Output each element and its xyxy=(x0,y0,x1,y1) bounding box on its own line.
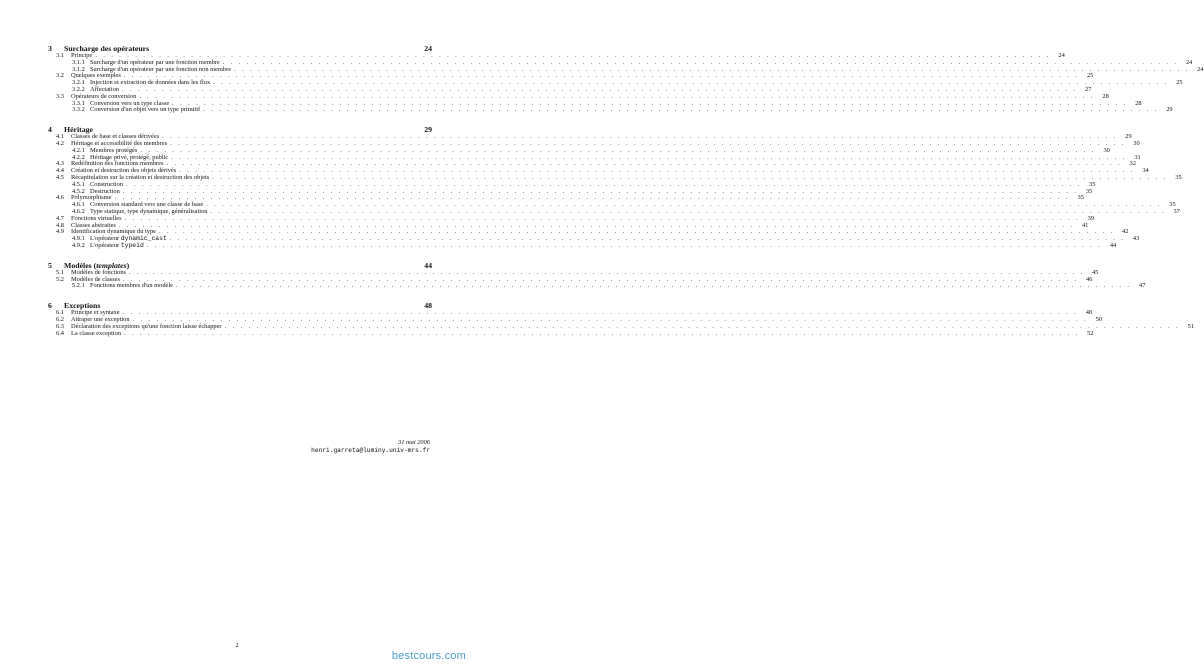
entry-title-text: Fonctions membres d'un modèle xyxy=(90,282,173,290)
entry-number: 4.6 xyxy=(56,194,64,202)
entry-page-number: 41 xyxy=(1081,221,1089,229)
entry-title-text: La classe exception xyxy=(71,329,122,337)
dot-leader: . . . . . . . . . . . . . . . . . . . . . . . . . . . . . . . . . . . . . . . . . . . . . . . . . . . . . . . . . . . . . . . . . . . . . . . . . . . . . . . . . . . . . . . . . . . . . . . . . . . . . . . . . . . . . . . . . . . . . . . . xyxy=(222,58,1179,66)
section-page-number: 29 xyxy=(424,125,432,135)
section-title-end: ) xyxy=(126,260,130,270)
entry-title-text: Modèles de fonctions xyxy=(71,268,127,276)
entry-page-number: 31 xyxy=(1134,153,1141,161)
dot-leader: . . . . . . . . . . . . . . . . . . . . . . . . . . . . . . . . . . . . . . . . . . . . . . . . . . . . . . . . . . . . . . . . . . . . . . . . . . . . . . . . . . . . . . . . . . . . . . . . . . . . . . . . . . . . . . . . . . . . . . . . xyxy=(122,187,1079,195)
entry-number: 4.5.2 xyxy=(72,187,85,195)
entry-page-number: 37 xyxy=(1173,207,1180,215)
dot-leader: . . . . . . . . . . . . . . . . . . . . . . . . . . . . . . . . . . . . . . . . . . . . . . . . . . . . . . . . . . . . . . . . . . . . . . . . . . . . . . . . . . . . . . . . . . . . . . . . . . . . . . . . . . . . . . . . . . . . . . . . xyxy=(118,221,1075,229)
entry-number: 4.1 xyxy=(56,133,64,141)
entry-page-number: 32 xyxy=(1129,160,1136,168)
entry-page-number: 28 xyxy=(1102,92,1109,100)
entry-number: 5.2.1 xyxy=(72,282,85,290)
section-title-emphasis: templates xyxy=(96,260,127,270)
dot-leader: . . . . . . . . . . . . . . . . . . . . . . . . . . . . . . . . . . . . . . . . . . . . . . . . . . . . . . . . . . . . . . . . . . . . . . . . . . . . . . . . . . . . . . . . . . . . . . . . . . . . . . . . . . . . . . . . . . . . . . . . xyxy=(169,235,1126,243)
entry-title-text: Héritage et accessibilité des membres xyxy=(71,139,168,147)
entry-number: 6.1 xyxy=(56,309,64,317)
dot-leader: . . . . . . . . . . . . . . . . . . . . . . . . . . . . . . . . . . . . . . . . . . . . . . . . . . . . . . . . . . . . . . . . . . . . . . . . . . . . . . . . . . . . . . . . . . . . . . . . . . . . . . . . . . . . . . . . . . . . . . . . xyxy=(159,228,1115,236)
author-email: henri.garreta@luminy.univ-mrs.fr xyxy=(311,447,430,454)
entry-number: 4.2 xyxy=(56,139,64,147)
section-title-text: Surcharge des opérateurs xyxy=(64,44,150,53)
entry-number: 4.6.2 xyxy=(72,207,85,215)
entry-page-number: 35 xyxy=(1175,173,1182,181)
entry-title-text: L'opérateur xyxy=(90,241,121,249)
toc-subsection[interactable] xyxy=(48,329,1094,338)
entry-title-text: Destruction xyxy=(90,187,120,195)
entry-number: 4.8 xyxy=(56,221,64,229)
entry-page-number: 29 xyxy=(1166,106,1173,114)
entry-page-number: 52 xyxy=(1087,329,1094,337)
entry-page-number: 46 xyxy=(1086,275,1093,283)
entry-number: 3.3 xyxy=(56,92,64,100)
entry-page-number: 39 xyxy=(1087,214,1095,222)
entry-title-text: Fonctions virtuelles xyxy=(71,214,122,222)
entry-page-number: 28 xyxy=(1135,99,1142,107)
entry-number: 3.3.1 xyxy=(72,99,85,107)
dot-leader: . . . . . . . . . . . . . . . . . . . . . . . . . . . . . . . . . . . . . . . . . . . . . . . . . . . . . . . . . . . . . . . . . . . . . . . . . . . . . . . . . . . . . . . . . . . . . . . . . . . . . . . . . . . . . . . . . . . . . . . . xyxy=(166,160,1122,168)
section-page-number: 24 xyxy=(424,44,432,53)
entry-title-text: Construction xyxy=(90,180,124,188)
table-of-contents xyxy=(48,44,1204,337)
entry-title-text: Type statique, type dynamique, généralisation xyxy=(90,207,208,215)
entry-title-text: Opérateurs de conversion xyxy=(71,92,137,100)
page-number: 2 xyxy=(235,642,239,649)
entry-title-text: Surcharge d'un opérateur par une fonction membre xyxy=(90,58,220,66)
entry-number: 3.3.2 xyxy=(72,106,85,114)
dot-leader: . . . . . . . . . . . . . . . . . . . . . . . . . . . . . . . . . . . . . . . . . . . . . . . . . . . . . . . . . . . . . . . . . . . . . . . . . . . . . . . . . . . . . . . . . . . . . . . . . . . . . . . . . . . . . . . . . . . . . . . . xyxy=(210,207,1166,215)
dot-leader: . . . . . . . . . . . . . . . . . . . . . . . . . . . . . . . . . . . . . . . . . . . . . . . . . . . . . . . . . . . . . . . . . . . . . . . . . . . . . . . . . . . . . . . . . . . . . . . . . . . . . . . . . . . . . . . . . . . . . . . . xyxy=(224,322,1181,330)
entry-code: dynamic_cast xyxy=(120,235,167,243)
entry-title-text: Identification dynamique du type xyxy=(71,228,157,236)
signature-block xyxy=(311,439,430,455)
entry-title-text: Conversion standard vers une classe de base xyxy=(90,201,204,209)
entry-number: 4.9 xyxy=(56,228,64,236)
entry-page-number: 42 xyxy=(1122,228,1129,236)
entry-title-text: Héritage privé, protégé, public xyxy=(90,153,169,161)
entry-number: 4.5.1 xyxy=(72,180,85,188)
section-number: 4 xyxy=(48,125,52,135)
entry-page-number: 47 xyxy=(1139,282,1146,290)
entry-number: 5.1 xyxy=(56,268,64,276)
entry-title-text: Quelques exemples xyxy=(71,72,121,80)
entry-title-text: Conversion vers un type classe xyxy=(90,99,170,107)
section-gap xyxy=(48,250,432,261)
entry-title-text: Récapitulation sur la création et destruction des objets xyxy=(71,173,210,181)
entry-number: 3.2.1 xyxy=(72,79,85,87)
toc-subsubsection[interactable] xyxy=(48,106,1173,114)
dot-leader: . . . . . . . . . . . . . . . . . . . . . . . . . . . . . . . . . . . . . . . . . . . . . . . . . . . . . . . . . . . . . . . . . . . . . . . . . . . . . . . . . . . . . . . . . . . . . . . . . . . . . . . . . . . . . . . . . . . . . . . . xyxy=(124,214,1081,222)
dot-leader: . . . . . . . . . . . . . . . . . . . . . . . . . . . . . . . . . . . . . . . . . . . . . . . . . . . . . . . . . . . . . . . . . . . . . . . . . . . . . . . . . . . . . . . . . . . . . . . . . . . . . . . . . . . . . . . . . . . . . . . . xyxy=(124,329,1080,337)
entry-page-number: 35 xyxy=(1085,187,1093,195)
entry-number: 3.2.2 xyxy=(72,85,85,93)
section-title-text: Modèles ( xyxy=(64,260,97,270)
section-number: 3 xyxy=(48,44,52,53)
entry-number: 6.4 xyxy=(56,329,64,337)
entry-number: 4.9.1 xyxy=(72,235,85,243)
dot-leader: . . . . . . . . . . . . . . . . . . . . . . . . . . . . . . . . . . . . . . . . . . . . . . . . . . . . . . . . . . . . . . . . . . . . . . . . . . . . . . . . . . . . . . . . . . . . . . . . . . . . . . . . . . . . . . . . . . . . . . . . xyxy=(234,65,1190,73)
dot-leader: . . . . . . . . . . . . . . . . . . . . . . . . . . . . . . . . . . . . . . . . . . . . . . . . . . . . . . . . . . . . . . . . . . . . . . . . . . . . . . . . . . . . . . . . . . . . . . . . . . . . . . . . . . . . . . . . . . . . . . . . xyxy=(213,79,1169,87)
entry-page-number: 25 xyxy=(1176,79,1183,87)
section-gap xyxy=(48,290,432,301)
entry-title-text: Déclaration des exceptions qu'une fonction laisse échapper xyxy=(71,322,222,330)
dot-leader: . . . . . . . . . . . . . . . . . . . . . . . . . . . . . . . . . . . . . . . . . . . . . . . . . . . . . . . . . . . . . . . . . . . . . . . . . . . . . . . . . . . . . . . . . . . . . . . . . . . . . . . . . . . . . . . . . . . . . . . . xyxy=(121,85,1078,93)
entry-page-number: 35 xyxy=(1077,194,1084,202)
entry-title-text: Redéfinition des fonctions membres xyxy=(71,160,164,168)
entry-code: typeid xyxy=(120,241,144,249)
entry-title-text: Polymorphisme xyxy=(71,194,112,202)
entry-page-number: 45 xyxy=(1092,268,1099,276)
dot-leader: . . . . . . . . . . . . . . . . . . . . . . . . . . . . . . . . . . . . . . . . . . . . . . . . . . . . . . . . . . . . . . . . . . . . . . . . . . . . . . . . . . . . . . . . . . . . . . . . . . . . . . . . . . . . . . . . . . . . . . . . xyxy=(139,92,1095,100)
entry-page-number: 24 xyxy=(1185,58,1193,66)
entry-page-number: 24 xyxy=(1197,65,1204,73)
dot-leader: . . . . . . . . . . . . . . . . . . . . . . . . . . . . . . . . . . . . . . . . . . . . . . . . . . . . . . . . . . . . . . . . . . . . . . . . . . . . . . . . . . . . . . . . . . . . . . . . . . . . . . . . . . . . . . . . . . . . . . . . xyxy=(172,99,1128,107)
section-title-text: Héritage xyxy=(64,125,94,135)
entry-page-number: 34 xyxy=(1142,167,1149,175)
dot-leader: . . . . . . . . . . . . . . . . . . . . . . . . . . . . . . . . . . . . . . . . . . . . . . . . . . . . . . . . . . . . . . . . . . . . . . . . . . . . . . . . . . . . . . . . . . . . . . . . . . . . . . . . . . . . . . . . . . . . . . . . xyxy=(140,146,1096,154)
dot-leader: . . . . . . . . . . . . . . . . . . . . . . . . . . . . . . . . . . . . . . . . . . . . . . . . . . . . . . . . . . . . . . . . . . . . . . . . . . . . . . . . . . . . . . . . . . . . . . . . . . . . . . . . . . . . . . . . . . . . . . . . xyxy=(170,139,1126,147)
entry-number: 4.7 xyxy=(56,214,64,222)
entry-page-number: 51 xyxy=(1187,322,1195,330)
dot-leader: . . . . . . . . . . . . . . . . . . . . . . . . . . . . . . . . . . . . . . . . . . . . . . . . . . . . . . . . . . . . . . . . . . . . . . . . . . . . . . . . . . . . . . . . . . . . . . . . . . . . . . . . . . . . . . . . . . . . . . . . xyxy=(206,201,1162,209)
entry-page-number: 50 xyxy=(1095,315,1103,323)
entry-page-number: 24 xyxy=(1058,52,1065,59)
entry-number: 3.1.1 xyxy=(72,58,85,66)
entry-number: 5.2 xyxy=(56,275,64,283)
entry-title-text: Création et destruction des objets dérivés xyxy=(71,167,177,175)
dot-leader: . . . . . . . . . . . . . . . . . . . . . . . . . . . . . . . . . . . . . . . . . . . . . . . . . . . . . . . . . . . . . . . . . . . . . . . . . . . . . . . . . . . . . . . . . . . . . . . . . . . . . . . . . . . . . . . . . . . . . . . . xyxy=(122,275,1079,283)
signature-date: 31 mai 2006 xyxy=(398,439,430,446)
entry-page-number: 30 xyxy=(1103,146,1110,154)
entry-title-text: Surcharge d'un opérateur par une fonction non membre xyxy=(90,65,232,73)
entry-number: 4.3 xyxy=(56,160,64,168)
entry-page-number: 48 xyxy=(1085,309,1093,317)
section-number: 5 xyxy=(48,260,52,270)
entry-title xyxy=(71,331,121,338)
entry-page-number: 29 xyxy=(1125,133,1132,141)
section-title-text: Exceptions xyxy=(64,301,101,311)
dot-leader: . . . . . . . . . . . . . . . . . . . . . . . . . . . . . . . . . . . . . . . . . . . . . . . . . . . . . . . . . . . . . . . . . . . . . . . . . . . . . . . . . . . . . . . . . . . . . . . . . . . . . . . . . . . . . . . . . . . . . . . . xyxy=(203,106,1159,114)
dot-leader: . . . . . . . . . . . . . . . . . . . . . . . . . . . . . . . . . . . . . . . . . . . . . . . . . . . . . . . . . . . . . . . . . . . . . . . . . . . . . . . . . . . . . . . . . . . . . . . . . . . . . . . . . . . . . . . . . . . . . . . . xyxy=(129,268,1085,276)
entry-title xyxy=(90,107,200,114)
dot-leader: . . . . . . . . . . . . . . . . . . . . . . . . . . . . . . . . . . . . . . . . . . . . . . . . . . . . . . . . . . . . . . . . . . . . . . . . . . . . . . . . . . . . . . . . . . . . . . . . . . . . . . . . . . . . . . . . . . . . . . . . xyxy=(126,180,1082,188)
entry-page-number: 35 xyxy=(1089,180,1096,188)
entry-number: 3.1.2 xyxy=(72,65,85,73)
entry-title-text: Principe xyxy=(71,52,93,59)
entry-title-text: Conversion d'un objet vers un type primitif xyxy=(90,106,201,114)
dot-leader: . . . . . . . . . . . . . . . . . . . . . . . . . . . . . . . . . . . . . . . . . . . . . . . . . . . . . . . . . . . . . . . . . . . . . . . . . . . . . . . . . . . . . . . . . . . . . . . . . . . . . . . . . . . . . . . . . . . . . . . . xyxy=(132,315,1089,323)
entry-number: 3.2 xyxy=(56,72,64,80)
toc-subsubsection[interactable] xyxy=(48,241,1117,250)
section-gap xyxy=(48,114,432,125)
dot-leader: . . . . . . . . . . . . . . . . . . . . . . . . . . . . . . . . . . . . . . . . . . . . . . . . . . . . . . . . . . . . . . . . . . . . . . . . . . . . . . . . . . . . . . . . . . . . . . . . . . . . . . . . . . . . . . . . . . . . . . . . xyxy=(122,309,1079,317)
toc-subsubsection[interactable] xyxy=(48,282,1146,290)
entry-number: 4.6.1 xyxy=(72,201,85,209)
dot-leader: . . . . . . . . . . . . . . . . . . . . . . . . . . . . . . . . . . . . . . . . . . . . . . . . . . . . . . . . . . . . . . . . . . . . . . . . . . . . . . . . . . . . . . . . . . . . . . . . . . . . . . . . . . . . . . . . . . . . . . . . xyxy=(146,241,1103,249)
dot-leader: . . . . . . . . . . . . . . . . . . . . . . . . . . . . . . . . . . . . . . . . . . . . . . . . . . . . . . . . . . . . . . . . . . . . . . . . . . . . . . . . . . . . . . . . . . . . . . . . . . . . . . . . . . . . . . . . . . . . . . . . xyxy=(114,194,1070,202)
dot-leader: . . . . . . . . . . . . . . . . . . . . . . . . . . . . . . . . . . . . . . . . . . . . . . . . . . . . . . . . . . . . . . . . . . . . . . . . . . . . . . . . . . . . . . . . . . . . . . . . . . . . . . . . . . . . . . . . . . . . . . . . xyxy=(175,282,1132,290)
entry-number: 4.2.1 xyxy=(72,146,85,154)
entry-title-text: Principe et syntaxe xyxy=(71,309,120,317)
entry-page-number: 27 xyxy=(1085,85,1092,93)
entry-title-text: Affectation xyxy=(90,85,119,93)
entry-page-number: 35 xyxy=(1169,201,1176,209)
entry-title-text: Classes de base et classes dérivées xyxy=(71,133,160,141)
entry-page-number: 44 xyxy=(1109,241,1117,249)
entry-page-number: 43 xyxy=(1132,235,1140,243)
entry-title-text: Injection et extraction de données dans les flux xyxy=(90,79,211,87)
entry-title-text: Membres protégés xyxy=(90,146,138,154)
section-number: 6 xyxy=(48,301,52,311)
dot-leader: . . . . . . . . . . . . . . . . . . . . . . . . . . . . . . . . . . . . . . . . . . . . . . . . . . . . . . . . . . . . . . . . . . . . . . . . . . . . . . . . . . . . . . . . . . . . . . . . . . . . . . . . . . . . . . . . . . . . . . . . xyxy=(95,52,1051,59)
section-page-number: 48 xyxy=(424,301,432,311)
dot-leader: . . . . . . . . . . . . . . . . . . . . . . . . . . . . . . . . . . . . . . . . . . . . . . . . . . . . . . . . . . . . . . . . . . . . . . . . . . . . . . . . . . . . . . . . . . . . . . . . . . . . . . . . . . . . . . . . . . . . . . . . xyxy=(162,133,1118,141)
section-page-number: 44 xyxy=(424,260,432,270)
entry-title-text: Attraper une exception xyxy=(71,315,130,323)
entry-number: 4.9.2 xyxy=(72,241,85,249)
entry-title xyxy=(90,243,144,250)
entry-number: 6.3 xyxy=(56,322,64,330)
dot-leader: . . . . . . . . . . . . . . . . . . . . . . . . . . . . . . . . . . . . . . . . . . . . . . . . . . . . . . . . . . . . . . . . . . . . . . . . . . . . . . . . . . . . . . . . . . . . . . . . . . . . . . . . . . . . . . . . . . . . . . . . xyxy=(171,153,1127,161)
dot-leader: . . . . . . . . . . . . . . . . . . . . . . . . . . . . . . . . . . . . . . . . . . . . . . . . . . . . . . . . . . . . . . . . . . . . . . . . . . . . . . . . . . . . . . . . . . . . . . . . . . . . . . . . . . . . . . . . . . . . . . . . xyxy=(212,173,1168,181)
entry-number: 4.4 xyxy=(56,167,64,175)
entry-number: 3.1 xyxy=(56,52,64,59)
entry-page-number: 30 xyxy=(1133,139,1140,147)
dot-leader: . . . . . . . . . . . . . . . . . . . . . . . . . . . . . . . . . . . . . . . . . . . . . . . . . . . . . . . . . . . . . . . . . . . . . . . . . . . . . . . . . . . . . . . . . . . . . . . . . . . . . . . . . . . . . . . . . . . . . . . . xyxy=(123,72,1080,80)
entry-number: 4.5 xyxy=(56,173,64,181)
watermark-logo: bestcours.com xyxy=(391,650,466,662)
dot-leader: . . . . . . . . . . . . . . . . . . . . . . . . . . . . . . . . . . . . . . . . . . . . . . . . . . . . . . . . . . . . . . . . . . . . . . . . . . . . . . . . . . . . . . . . . . . . . . . . . . . . . . . . . . . . . . . . . . . . . . . . xyxy=(179,167,1135,175)
entry-number: 6.2 xyxy=(56,315,64,323)
entry-number: 4.2.2 xyxy=(72,153,85,161)
entry-title xyxy=(90,283,173,290)
entry-title-text: Classes abstraites xyxy=(71,221,116,229)
entry-page-number: 25 xyxy=(1086,72,1094,80)
entry-title-text: Modèles de classes xyxy=(71,275,120,283)
entry-title-text: L'opérateur xyxy=(90,235,121,243)
